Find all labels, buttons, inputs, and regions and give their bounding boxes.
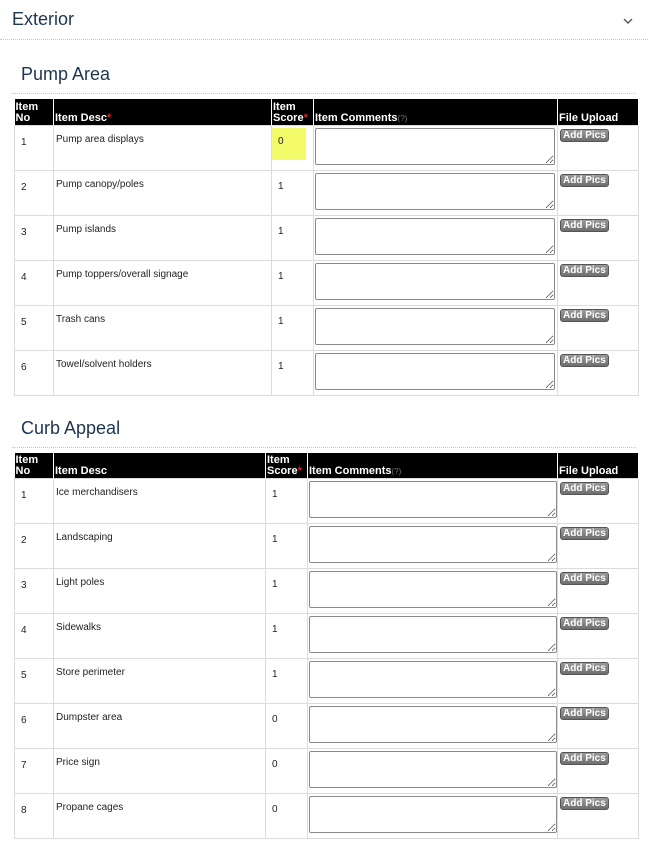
group-title-pump-area: Pump Area: [12, 40, 636, 94]
item-desc: Propane cages: [54, 794, 266, 839]
item-desc: Pump canopy/poles: [54, 170, 272, 215]
col-file-upload: File Upload: [558, 453, 639, 479]
item-no: 4: [15, 614, 54, 659]
item-no: 7: [15, 749, 54, 794]
item-desc: Pump toppers/overall signage: [54, 260, 272, 305]
col-item-desc: Item Desc: [54, 453, 266, 479]
col-file-upload: File Upload: [558, 99, 639, 125]
curb-appeal-table: [14, 453, 639, 840]
help-hint[interactable]: (?): [391, 467, 402, 476]
file-upload-cell: [558, 479, 639, 524]
col-item-score: Item Score*: [272, 99, 314, 125]
section-title: Exterior: [12, 9, 75, 29]
item-comments-cell: [314, 350, 558, 395]
item-desc: Sidewalks: [54, 614, 266, 659]
add-pics-button[interactable]: Add Pics: [560, 707, 609, 720]
file-upload-cell: [558, 125, 639, 170]
add-pics-button[interactable]: Add Pics: [560, 617, 609, 630]
table-row: [15, 524, 639, 569]
col-item-no: Item No: [15, 453, 54, 479]
help-hint[interactable]: (?): [397, 113, 408, 123]
item-no: 2: [15, 524, 54, 569]
file-upload-cell: [558, 350, 639, 395]
item-desc: Towel/solvent holders: [54, 350, 272, 395]
add-pics-button[interactable]: Add Pics: [560, 264, 609, 277]
table-header-row: [15, 99, 639, 125]
add-pics-button[interactable]: Add Pics: [560, 797, 609, 810]
file-upload-cell: [558, 524, 639, 569]
file-upload-cell: [558, 659, 639, 704]
item-comments-cell: [308, 524, 558, 569]
file-upload-cell: [558, 215, 639, 260]
item-desc: Pump islands: [54, 215, 272, 260]
table-row: [15, 794, 639, 839]
item-no: 2: [15, 170, 54, 215]
table-row: [15, 614, 639, 659]
item-comments-cell: [314, 260, 558, 305]
item-desc: Landscaping: [54, 524, 266, 569]
item-no: 1: [15, 125, 54, 170]
table-row: [15, 659, 639, 704]
item-no: 5: [15, 305, 54, 350]
item-comment-input[interactable]: [309, 796, 557, 833]
file-upload-cell: [558, 794, 639, 839]
file-upload-cell: [558, 704, 639, 749]
table-row: [15, 569, 639, 614]
col-item-comments: Item Comments(?): [308, 453, 558, 479]
item-score-value-highlighted[interactable]: 0: [272, 128, 306, 160]
item-score[interactable]: 1: [272, 260, 314, 305]
item-desc: Dumpster area: [54, 704, 266, 749]
col-item-score: Item Score*: [266, 453, 308, 479]
item-no: 6: [15, 704, 54, 749]
item-comment-input[interactable]: [309, 616, 557, 653]
item-score[interactable]: 1: [272, 305, 314, 350]
add-pics-button[interactable]: Add Pics: [560, 174, 609, 187]
section-header-exterior[interactable]: [0, 0, 648, 40]
file-upload-cell: [558, 614, 639, 659]
item-score[interactable]: 1: [266, 479, 308, 524]
col-item-comments: Item Comments(?): [314, 99, 558, 125]
table-row: [15, 749, 639, 794]
item-comment-input[interactable]: [315, 353, 555, 390]
item-comment-input[interactable]: [309, 526, 557, 563]
item-score[interactable]: 0: [266, 749, 308, 794]
file-upload-cell: [558, 569, 639, 614]
add-pics-button[interactable]: Add Pics: [560, 662, 609, 675]
item-comment-input[interactable]: [309, 751, 557, 788]
add-pics-button[interactable]: Add Pics: [560, 354, 609, 367]
add-pics-button[interactable]: Add Pics: [560, 129, 609, 142]
item-no: 8: [15, 794, 54, 839]
item-comments-cell: [314, 215, 558, 260]
item-no: 4: [15, 260, 54, 305]
table-row: [15, 479, 639, 524]
item-score[interactable]: 1: [266, 614, 308, 659]
item-desc: Trash cans: [54, 305, 272, 350]
item-comments-cell: [308, 614, 558, 659]
item-comment-input[interactable]: [315, 128, 555, 165]
item-comment-input[interactable]: [309, 706, 557, 743]
item-score[interactable]: 1: [272, 350, 314, 395]
item-comments-cell: [308, 749, 558, 794]
item-comment-input[interactable]: [309, 481, 557, 518]
item-no: 3: [15, 569, 54, 614]
item-no: 3: [15, 215, 54, 260]
item-score[interactable]: 0: [266, 704, 308, 749]
item-comments-cell: [308, 794, 558, 839]
item-desc: Price sign: [54, 749, 266, 794]
item-score[interactable]: 0: [266, 794, 308, 839]
col-item-desc: Item Desc*: [54, 99, 272, 125]
table-row: [15, 350, 639, 395]
add-pics-button[interactable]: Add Pics: [560, 572, 609, 585]
item-score[interactable]: [272, 125, 314, 170]
item-no: 6: [15, 350, 54, 395]
item-desc: Ice merchandisers: [54, 479, 266, 524]
add-pics-button[interactable]: Add Pics: [560, 752, 609, 765]
item-comment-input[interactable]: [309, 661, 557, 698]
table-row: [15, 125, 639, 170]
file-upload-cell: [558, 749, 639, 794]
item-no: 1: [15, 479, 54, 524]
table-row: [15, 260, 639, 305]
chevron-down-icon[interactable]: [620, 12, 636, 28]
table-row: [15, 704, 639, 749]
group-title-curb-appeal: Curb Appeal: [12, 396, 636, 448]
item-comment-input[interactable]: [315, 173, 555, 210]
item-comments-cell: [314, 125, 558, 170]
table-row: [15, 215, 639, 260]
item-desc: Pump area displays: [54, 125, 272, 170]
item-comments-cell: [308, 569, 558, 614]
item-comment-input[interactable]: [315, 218, 555, 255]
required-mark: *: [297, 465, 302, 477]
required-mark: *: [106, 111, 112, 124]
file-upload-cell: [558, 305, 639, 350]
item-comment-input[interactable]: [309, 571, 557, 608]
file-upload-cell: [558, 170, 639, 215]
required-mark: *: [303, 111, 308, 124]
item-no: 5: [15, 659, 54, 704]
add-pics-button[interactable]: Add Pics: [560, 309, 609, 322]
item-comments-cell: [314, 170, 558, 215]
table-row: [15, 305, 639, 350]
item-desc: Light poles: [54, 569, 266, 614]
item-comment-input[interactable]: [315, 308, 555, 345]
item-score[interactable]: 1: [272, 170, 314, 215]
add-pics-button[interactable]: Add Pics: [560, 219, 609, 232]
pump-area-table: [14, 99, 639, 396]
item-desc: Store perimeter: [54, 659, 266, 704]
add-pics-button[interactable]: Add Pics: [560, 527, 609, 540]
item-comments-cell: [314, 305, 558, 350]
table-row: [15, 170, 639, 215]
col-item-no: Item No: [15, 99, 54, 125]
item-comments-cell: [308, 479, 558, 524]
file-upload-cell: [558, 260, 639, 305]
item-score[interactable]: 1: [266, 524, 308, 569]
item-score[interactable]: 1: [266, 659, 308, 704]
item-comments-cell: [308, 704, 558, 749]
add-pics-button[interactable]: Add Pics: [560, 482, 609, 495]
table-header-row: [15, 453, 639, 479]
item-comment-input[interactable]: [315, 263, 555, 300]
item-score[interactable]: 1: [272, 215, 314, 260]
item-score[interactable]: 1: [266, 569, 308, 614]
item-comments-cell: [308, 659, 558, 704]
